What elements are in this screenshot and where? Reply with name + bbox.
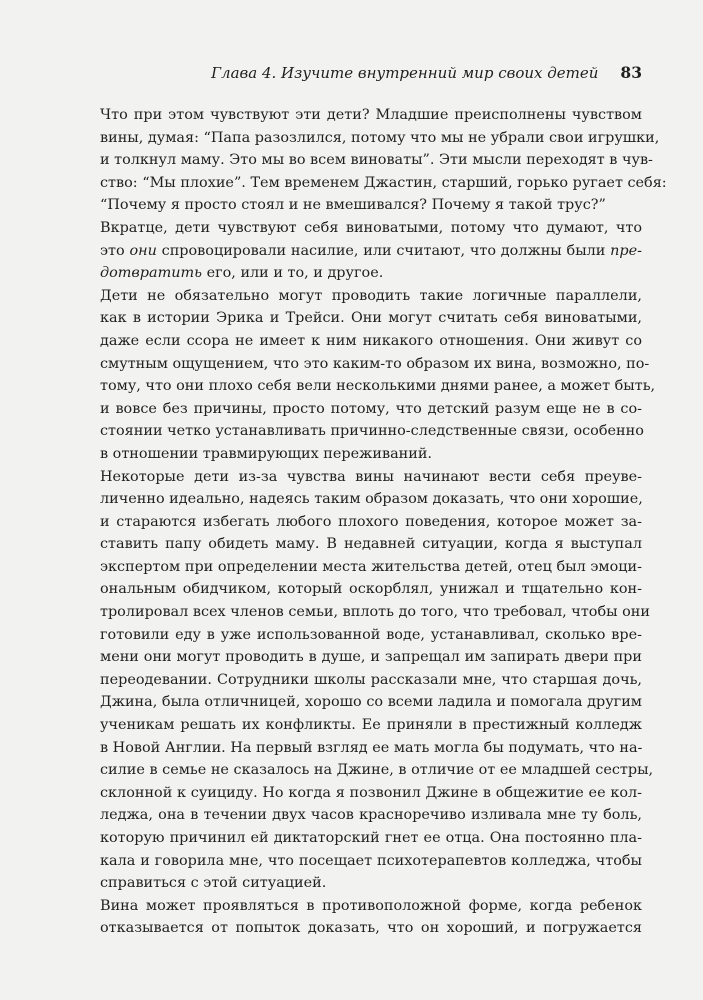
text-line: готовили еду в уже использованной воде, устанавливал, сколько вре-	[100, 626, 642, 643]
text-line: силие в семье не сказалось на Джине, в отличие от ее младшей сестры,	[100, 762, 654, 779]
emphasis-text: они	[129, 242, 157, 259]
text-line: в Новой Англии. На первый взгляд ее мать могла бы подумать, что на-	[100, 739, 643, 756]
text-line: переодевании. Сотрудники школы рассказали мне, что старшая дочь,	[100, 671, 642, 688]
text-line: Вкратце, дети чувствуют себя виноватыми, потому что думают, что	[100, 219, 642, 236]
text-line: личенно идеально, надеясь таким образом доказать, что они хорошие,	[100, 491, 643, 508]
text-line: и толкнул маму. Это мы во всем виноваты”. Эти мысли переходят в чув-	[100, 152, 653, 169]
text-line	[80, 240, 642, 263]
emphasis-text: дотвратить	[100, 265, 202, 282]
text-line: и стараются избегать любого плохого поведения, которое может за-	[100, 513, 642, 530]
text-line: которую причинил ей диктаторский гнет ее отца. Она постоянно пла-	[100, 830, 642, 846]
text-line: смутным ощущением, что это каким-то образом их вина, возможно, по-	[100, 355, 650, 372]
text-line: ональным обидчиком, который оскорблял, унижал и тщательно кон-	[100, 581, 642, 598]
text-line: Дети не обязательно могут проводить такие логичные параллели,	[100, 287, 642, 304]
text-line: отказывается от попыток доказать, что он хороший, и погружается	[100, 920, 642, 937]
body-text	[80, 104, 667, 940]
text-line: склонной к суициду. Но когда я позвонил Джине в общежитие ее кол-	[100, 784, 642, 801]
paragraph	[80, 104, 667, 217]
text-line: в отношении травмирующих переживаний.	[100, 445, 433, 462]
emphasis-text: пре-	[610, 242, 643, 259]
text-line: ученикам решать их конфликты. Ее приняли в престижный колледж	[100, 717, 642, 734]
text-line	[80, 262, 642, 285]
text-line: как в истории Эрика и Трейси. Они могут считать себя виноватыми,	[100, 310, 642, 327]
paragraph	[80, 285, 656, 466]
text-line: экспертом при определении места жительства детей, отец был эмоци-	[100, 558, 642, 575]
text-line: Джина, была отличницей, хорошо со всеми ладила и помогала другим	[100, 694, 642, 711]
paragraph	[80, 217, 642, 285]
text-line: даже если ссора не имеет к ним никакого отношения. Они живут со	[100, 332, 642, 349]
page-number: 83	[620, 63, 642, 82]
text-line: ставить папу обидеть маму. В недавней ситуации, когда я выступал	[100, 536, 642, 553]
text-line: Вина может проявляться в противоположной форме, когда ребенок	[100, 897, 642, 914]
text-line: мени они могут проводить в душе, и запрещал им запирать двери при	[100, 649, 642, 666]
paragraph	[80, 895, 642, 940]
running-head: Глава 4. Изучите внутренний мир своих детей	[211, 64, 599, 82]
paragraph	[80, 466, 654, 895]
text-line: справиться с этой ситуацией.	[100, 875, 327, 892]
text-run: это	[100, 242, 130, 259]
text-line: кала и говорила мне, что посещает психотерапевтов колледжа, чтобы	[100, 852, 642, 869]
text-line: стоянии четко устанавливать причинно-следственные связи, особенно	[100, 423, 644, 440]
text-line: и вовсе без причины, просто потому, что детский разум еще не в со-	[100, 400, 642, 417]
text-line: вины, думая: “Папа разозлился, потому что мы не убрали свои игрушки,	[100, 129, 660, 146]
text-line: Что при этом чувствуют эти дети? Младшие преисполнены чувством	[100, 107, 642, 123]
text-line: ство: “Мы плохие”. Тем временем Джастин, старший, горько ругает себя:	[100, 174, 667, 191]
text-run: его, или и то, и другое.	[202, 265, 384, 282]
text-line: тому, что они плохо себя вели несколькими днями ранее, а может быть,	[100, 378, 656, 395]
text-line: Некоторые дети из-за чувства вины начинают вести себя преуве-	[100, 468, 642, 485]
page-header	[60, 63, 642, 82]
text-run: спровоцировали насилие, или считают, что должны были	[156, 242, 611, 259]
text-line: леджа, она в течении двух часов красноречиво изливала мне ту боль,	[100, 807, 642, 824]
text-line: “Почему я просто стоял и не вмешивался? Почему я такой трус?”	[100, 197, 606, 214]
text-line: тролировал всех членов семьи, вплоть до того, что требовал, чтобы они	[100, 604, 650, 621]
